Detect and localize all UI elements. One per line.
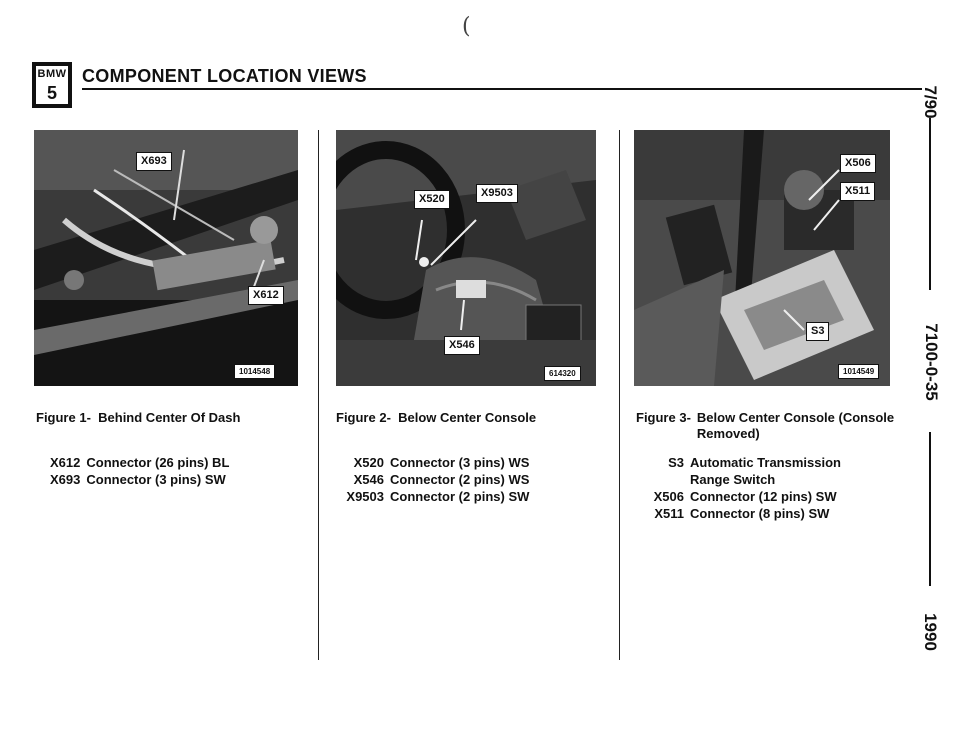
side-date: 7/90 bbox=[921, 85, 940, 119]
legend-text: Connector (2 pins) WS bbox=[390, 472, 530, 487]
legend-row bbox=[50, 471, 229, 488]
legend-text: Connector (8 pins) SW bbox=[690, 506, 830, 521]
figure-1-caption-title: Behind Center Of Dash bbox=[98, 410, 241, 425]
figure-1-legend bbox=[50, 454, 310, 488]
column-divider-1 bbox=[318, 130, 319, 660]
stray-mark: ( bbox=[462, 14, 471, 39]
figure-1-caption-prefix: Figure 1- bbox=[36, 410, 91, 425]
figure-3-caption-title: Below Center Console (Console Removed) bbox=[696, 410, 895, 441]
page-title: COMPONENT LOCATION VIEWS bbox=[82, 66, 367, 86]
side-rule-2 bbox=[929, 432, 931, 586]
figure-3-legend bbox=[636, 454, 916, 522]
callout-x546: X546 bbox=[444, 336, 480, 355]
legend-code: X693 bbox=[50, 472, 81, 487]
legend-row bbox=[336, 471, 529, 488]
figure-3-photo bbox=[634, 130, 890, 386]
figure-2-caption-title: Below Center Console bbox=[398, 410, 537, 425]
figure-1-caption bbox=[36, 410, 306, 426]
figure-1-photo bbox=[34, 130, 298, 386]
legend-text: Connector (26 pins) BL bbox=[86, 455, 230, 470]
side-page-number: 7100-0-35 bbox=[922, 323, 941, 401]
logo-model: 5 bbox=[36, 83, 68, 104]
figure-2-photo bbox=[336, 130, 596, 386]
bmw-5-series-logo bbox=[32, 62, 72, 108]
legend-row bbox=[636, 454, 880, 488]
side-rule-1 bbox=[929, 118, 931, 290]
legend-row bbox=[336, 454, 529, 471]
legend-text: Connector (12 pins) SW bbox=[690, 489, 837, 504]
callout-x520: X520 bbox=[414, 190, 450, 209]
legend-code: S3 bbox=[668, 455, 684, 470]
legend-code: X506 bbox=[653, 489, 684, 504]
figure-3-ref-number: 1014549 bbox=[838, 364, 879, 379]
legend-text: Connector (3 pins) SW bbox=[86, 472, 226, 487]
legend-row bbox=[336, 488, 529, 505]
callout-s3: S3 bbox=[806, 322, 829, 341]
callout-x506: X506 bbox=[840, 154, 876, 173]
legend-text: Connector (2 pins) SW bbox=[390, 489, 530, 504]
figure-1-ref-number: 1014548 bbox=[234, 364, 275, 379]
legend-row bbox=[636, 488, 880, 505]
legend-text: Automatic Transmission Range Switch bbox=[690, 455, 841, 487]
legend-code: X511 bbox=[654, 506, 684, 521]
legend-row bbox=[636, 505, 880, 522]
legend-code: X9503 bbox=[346, 489, 384, 504]
figure-2-ref-number: 614320 bbox=[544, 366, 581, 381]
figure-2-caption bbox=[336, 410, 606, 426]
logo-brand: BMW bbox=[36, 66, 68, 83]
legend-code: X546 bbox=[353, 472, 384, 487]
callout-x612: X612 bbox=[248, 286, 284, 305]
legend-code: X520 bbox=[353, 455, 384, 470]
column-divider-2 bbox=[619, 130, 620, 660]
legend-row bbox=[50, 454, 229, 471]
callout-x511: X511 bbox=[840, 182, 875, 201]
figure-3-caption-prefix: Figure 3- bbox=[636, 410, 691, 425]
legend-code: X612 bbox=[50, 455, 81, 470]
legend-text: Connector (3 pins) WS bbox=[390, 455, 530, 470]
figure-3-caption bbox=[636, 410, 906, 442]
header-rule bbox=[82, 88, 922, 90]
callout-x9503: X9503 bbox=[476, 184, 518, 203]
figure-2-legend bbox=[336, 454, 606, 505]
figure-2-caption-prefix: Figure 2- bbox=[336, 410, 391, 425]
callout-x693: X693 bbox=[136, 152, 172, 171]
side-year: 1990 bbox=[921, 613, 940, 651]
